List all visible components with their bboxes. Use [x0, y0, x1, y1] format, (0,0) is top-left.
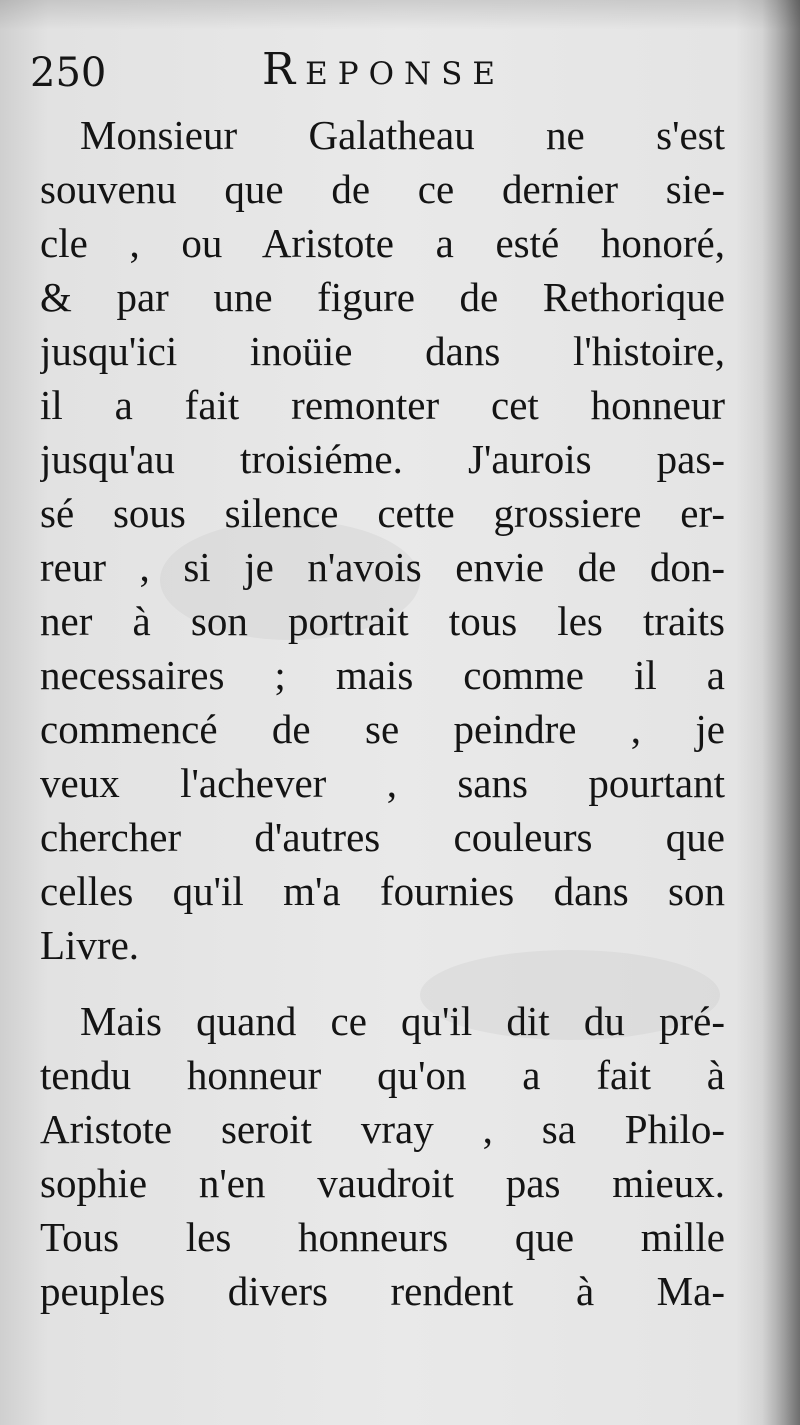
- text-line: Tous les honneurs que mille: [40, 1214, 725, 1260]
- text-line: reur , si je n'avois envie de don-: [40, 544, 725, 590]
- text-line: il a fait remonter cet honneur: [40, 382, 725, 428]
- paragraph-1: [40, 108, 725, 972]
- text-line: jusqu'au troisiéme. J'aurois pas-: [40, 436, 725, 482]
- text-line: celles qu'il m'a fournies dans son: [40, 868, 725, 914]
- page-header: [30, 42, 750, 102]
- text-line: necessaires ; mais comme il a: [40, 652, 725, 698]
- running-head: Reponse: [262, 44, 506, 95]
- text-line: Aristote seroit vray , sa Philo-: [40, 1106, 725, 1152]
- text-line: peuples divers rendent à Ma-: [40, 1268, 725, 1314]
- text-line: chercher d'autres couleurs que: [40, 814, 725, 860]
- text-line: tendu honneur qu'on a fait à: [40, 1052, 725, 1098]
- paragraph-2: [40, 994, 725, 1318]
- paragraph-gap: [40, 972, 725, 994]
- gutter-shadow: [762, 0, 800, 1425]
- top-edge-shadow: [0, 0, 800, 30]
- text-line: sophie n'en vaudroit pas mieux.: [40, 1160, 725, 1206]
- text-line: commencé de se peindre , je: [40, 706, 725, 752]
- body-text: [40, 108, 725, 1318]
- text-line: cle , ou Aristote a esté honoré,: [40, 220, 725, 266]
- text-line: souvenu que de ce dernier sie-: [40, 166, 725, 212]
- text-line: veux l'achever , sans pourtant: [40, 760, 725, 806]
- text-line: jusqu'ici inoüie dans l'histoire,: [40, 328, 725, 374]
- text-line: Livre.: [40, 922, 140, 968]
- page-number: 250: [30, 50, 107, 96]
- text-line: sé sous silence cette grossiere er-: [40, 490, 725, 536]
- text-line: Mais quand ce qu'il dit du pré-: [80, 998, 725, 1044]
- text-line: Monsieur Galatheau ne s'est: [80, 112, 725, 158]
- text-line: ner à son portrait tous les traits: [40, 598, 725, 644]
- text-line: & par une figure de Rethorique: [40, 274, 725, 320]
